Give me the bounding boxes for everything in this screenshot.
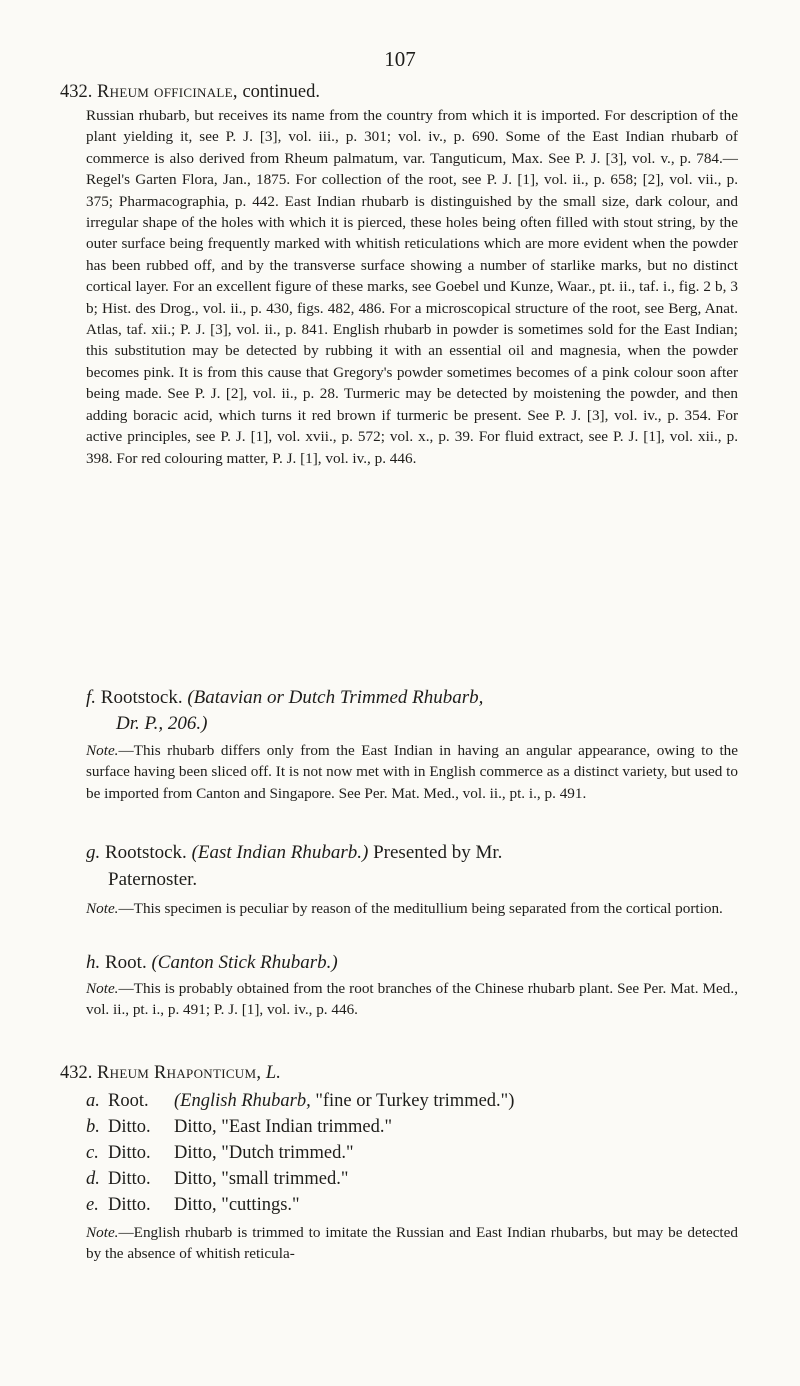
list-item — [86, 1091, 746, 1117]
item-title: Rootstock. — [100, 687, 183, 708]
species-name: Rheum officinale, — [97, 82, 238, 102]
item-h-heading — [86, 950, 746, 975]
item-letter: g. — [86, 842, 101, 863]
item-description: (East Indian Rhubarb.) — [191, 842, 369, 863]
item-g-heading — [86, 840, 746, 865]
item-g-note — [86, 898, 738, 919]
note-text: —This rhubarb differs only from the East Indian in having an angular appearance, owing to the surface having been sliced off. It is not now met with in English commerce as a distinct variety, but used to be imported from Canton and Singapore. See Per. Mat. Med., vol. ii., pt. i., p. 491. — [86, 742, 738, 802]
item-part: Root. — [108, 1091, 149, 1111]
item-letter: b. — [86, 1117, 100, 1137]
entry-body-officinale: Russian rhubarb, but receives its name from the country from which it is imported. For description of the plant yielding it, see P. J. [3], vol. iii., p. 301; vol. iv., p. 690. Some of the East Indian rhubarb of commerce is also derived from Rheum palmatum, var. Tanguticum, Max. See P. J. [3], vol. v., p. 784.—Regel's Garten Flora, Jan., 1875. For collection of the root, see P. J. [1], vol. ii., p. 658; [2], vol. vii., p. 375; Pharmacographia, p. 442. East Indian rhubarb is distinguished by the small size, dark colour, and irregular shape of the holes with which it is pierced, these holes being often filled with stout string, by the outer surface being frequently marked with whitish reticulations which are more evident when the powder has been rubbed off, and by the transverse surface showing a number of starlike marks, but no distinct cortical layer. For an excellent figure of these marks, see Goebel und Kunze, Waar., pt. ii., taf. i., fig. 2 b, 3 b; Hist. des Drog., vol. ii., p. 430, figs. 482, 486. For a microscopical structure of the root, see Berg, Anat. Atlas, taf. xii.; P. J. [3], vol. ii., p. 841. English rhubarb in powder is sometimes sold for the East Indian; this substitution may be detected by rubbing it with an essential oil and magnesia, when the powder becomes pink. It is from this cause that Gregory's powder sometimes becomes of a pink colour soon after being made. See P. J. [2], vol. ii., p. 28. Turmeric may be detected by moistening the powder, and then adding boracic acid, which turns it red brown if turmeric be present. See P. J. [3], vol. iv., p. 354. For active principles, see P. J. [1], vol. xvii., p. 572; vol. x., p. 39. For fluid extract, see P. J. [1], vol. xii., p. 398. For red colouring matter, P. J. [1], vol. iv., p. 446. — [86, 107, 738, 467]
item-letter: d. — [86, 1169, 100, 1189]
presented-by: Presented by Mr. — [373, 842, 503, 863]
entry2-note — [86, 1222, 738, 1265]
item-description: (English Rhubarb, — [174, 1091, 311, 1111]
list-item — [86, 1143, 746, 1169]
item-rest: Ditto, "small trimmed." — [174, 1169, 349, 1189]
item-part: Ditto. — [108, 1195, 151, 1215]
item-rest: Ditto, "Dutch trimmed." — [174, 1143, 354, 1163]
item-title: Rootstock. — [105, 842, 187, 863]
item-part: Ditto. — [108, 1143, 151, 1163]
item-letter: a. — [86, 1091, 100, 1111]
note-label: Note. — [86, 742, 119, 759]
note-label: Note. — [86, 980, 119, 997]
item-f-heading-cont — [116, 711, 776, 736]
specimen-list — [86, 1091, 746, 1221]
list-item — [86, 1169, 746, 1195]
item-description-cont: Dr. P., 206.) — [116, 713, 208, 734]
item-part: Ditto. — [108, 1117, 151, 1137]
list-item — [86, 1117, 746, 1143]
entry-heading-rhaponticum — [60, 1063, 281, 1084]
note-label: Note. — [86, 900, 119, 917]
note-text: —English rhubarb is trimmed to imitate the Russian and East Indian rhubarbs, but may be detected by the absence of whitish reticula- — [86, 1224, 738, 1263]
item-g-heading-cont — [108, 867, 768, 892]
item-title: Root. — [105, 952, 147, 973]
item-h-note — [86, 978, 738, 1021]
note-text: —This is probably obtained from the root branches of the Chinese rhubarb plant. See Per. Mat. Med., vol. ii., pt. i., p. 491; P. J. [1], vol. iv., p. 446. — [86, 980, 738, 1019]
continued-label: continued. — [242, 82, 321, 102]
item-letter: e. — [86, 1195, 99, 1215]
entry-number: 432. — [60, 1063, 93, 1083]
presenter-name: Paternoster. — [108, 869, 198, 890]
item-description: (Canton Stick Rhubarb.) — [151, 952, 338, 973]
entry-number: 432. — [60, 82, 93, 102]
page-number: 107 — [384, 47, 416, 71]
item-letter: h. — [86, 952, 101, 973]
item-f-heading — [86, 685, 746, 710]
entry-heading-officinale — [60, 82, 320, 103]
item-letter: f. — [86, 687, 97, 708]
list-item — [86, 1195, 746, 1221]
item-rest: Ditto, "East Indian trimmed." — [174, 1117, 393, 1137]
item-rest: "fine or Turkey trimmed.") — [315, 1091, 515, 1111]
item-f-note — [86, 740, 738, 804]
species-name: Rheum Rhaponticum, — [97, 1063, 262, 1083]
species-author: L. — [265, 1063, 281, 1083]
note-text: —This specimen is peculiar by reason of the meditullium being separated from the cortical portion. — [118, 900, 723, 917]
item-description: (Batavian or Dutch Trimmed Rhubarb, — [187, 687, 484, 708]
item-part: Ditto. — [108, 1169, 151, 1189]
item-rest: Ditto, "cuttings." — [174, 1195, 300, 1215]
item-letter: c. — [86, 1143, 99, 1163]
note-label: Note. — [86, 1224, 119, 1241]
